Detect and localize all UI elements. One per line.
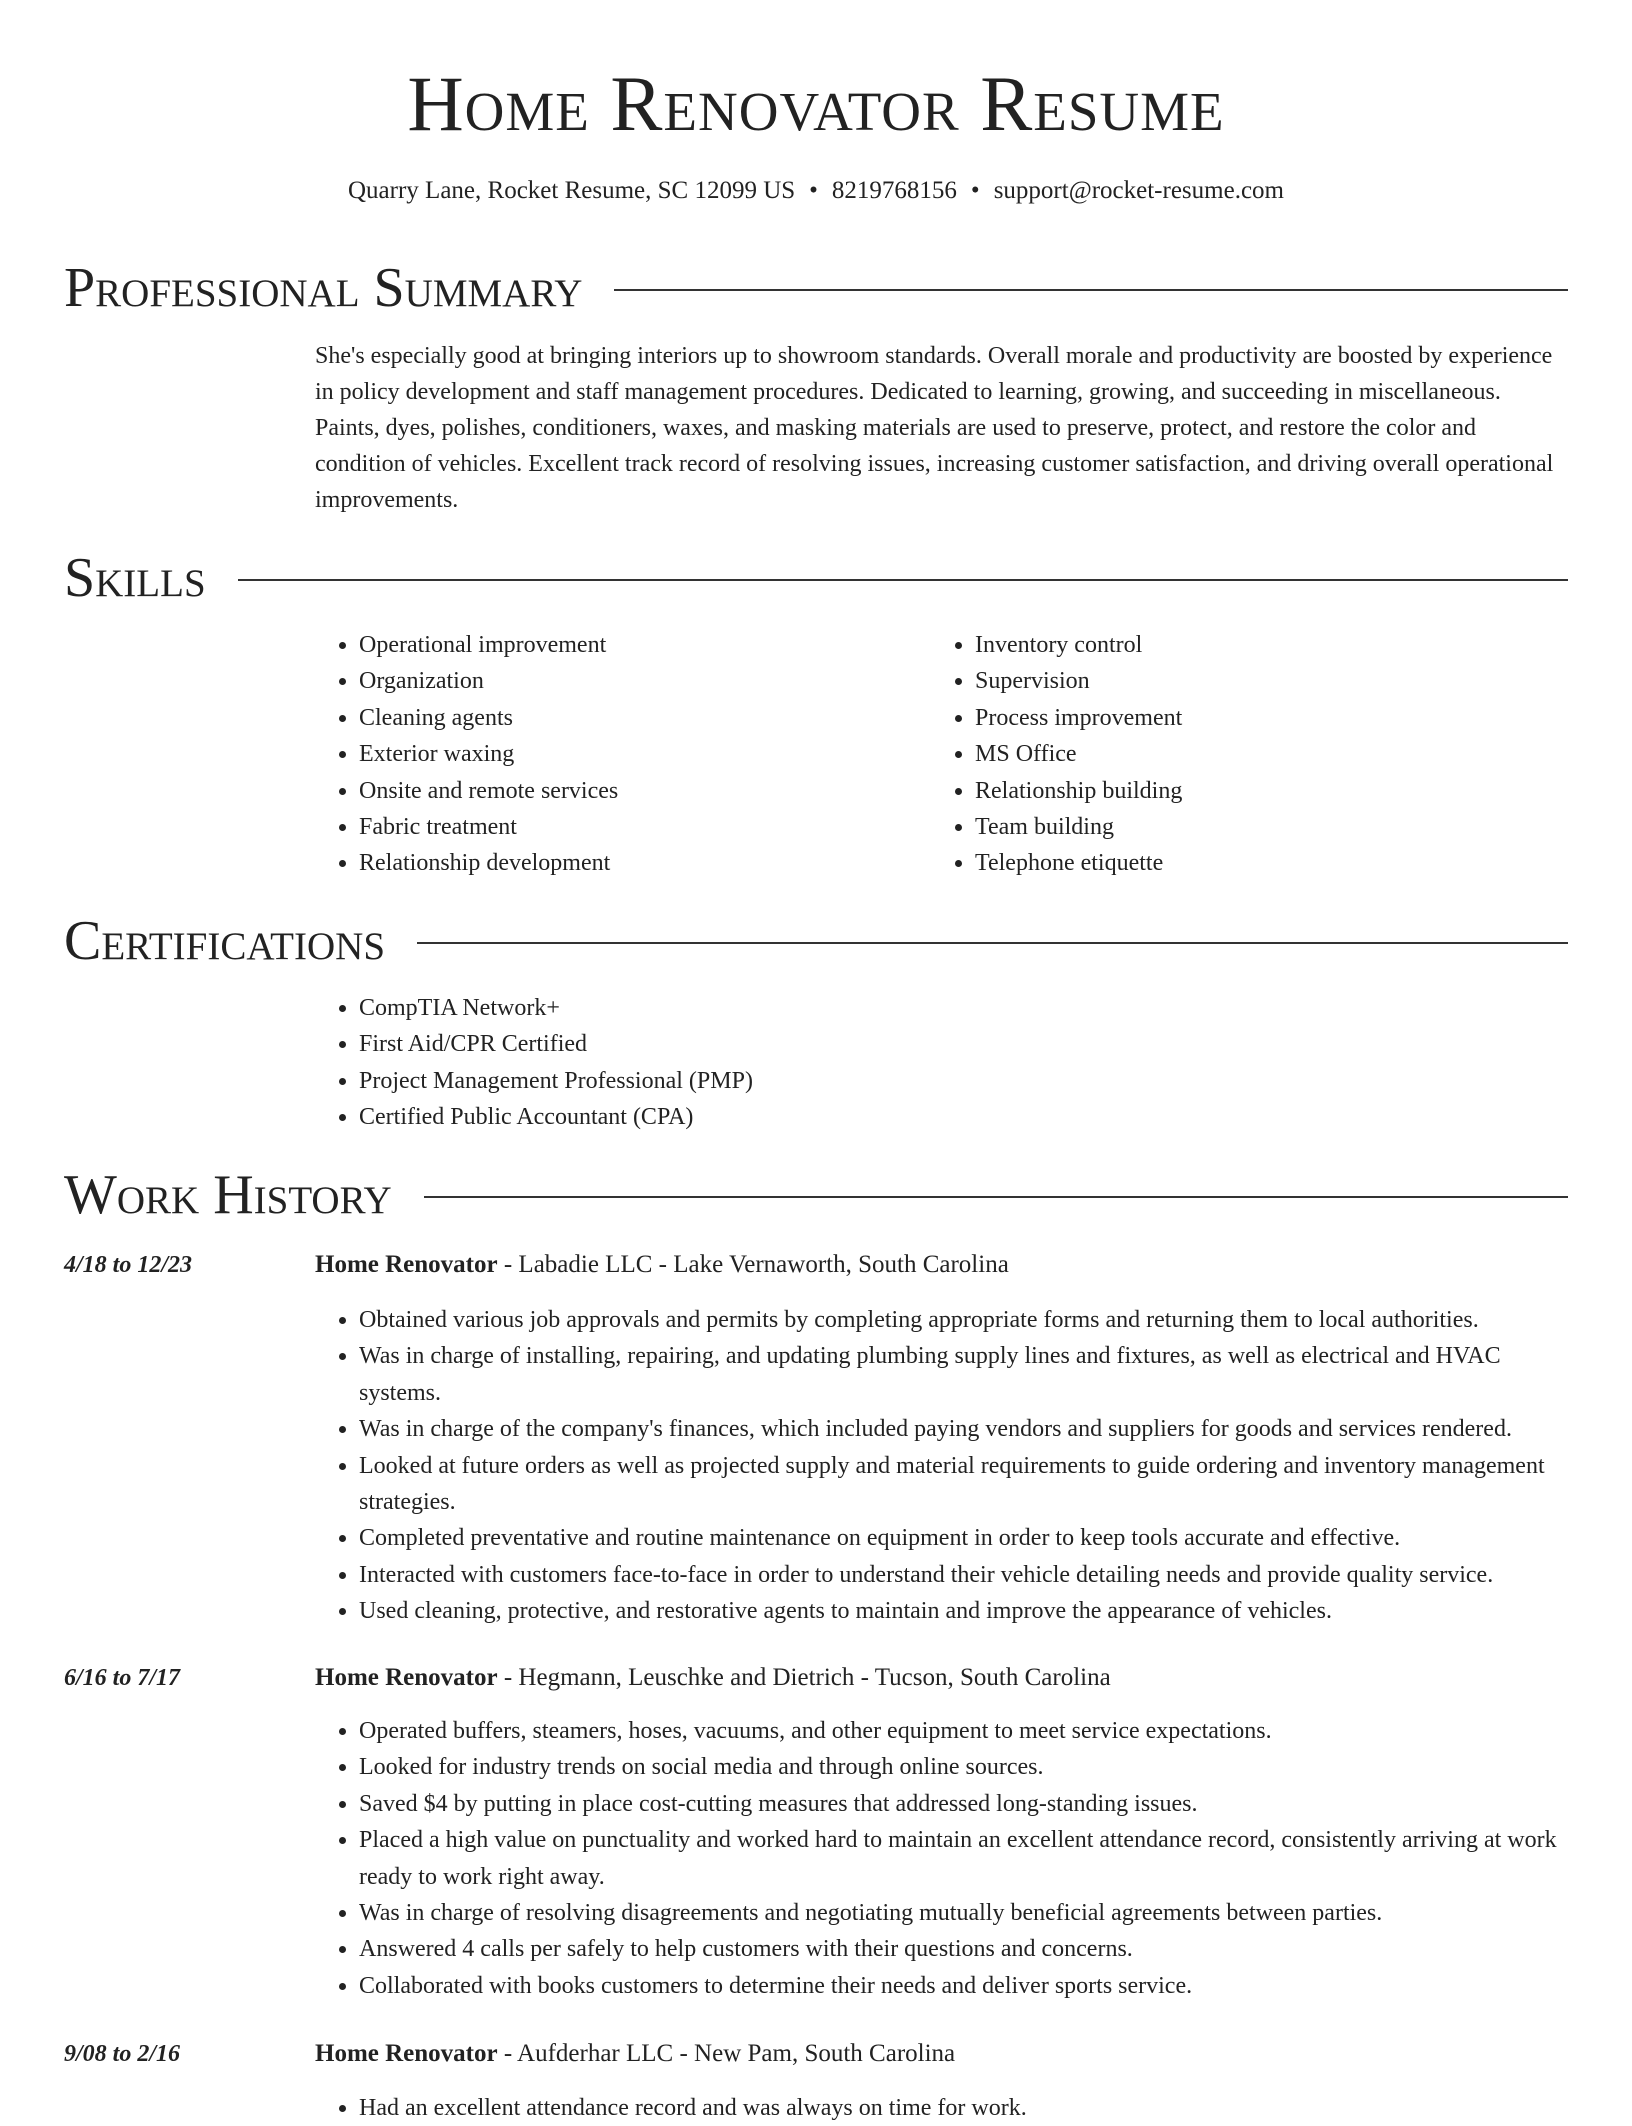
skill-item: • Inventory control — [975, 627, 1568, 663]
certification-item: • CompTIA Network+ — [359, 990, 1568, 1026]
job-bullet: • Operated buffers, steamers, hoses, vacuums, and other equipment to meet service expectations. — [359, 1713, 1568, 1749]
certifications-list — [315, 990, 1568, 1136]
section-title-summary: Professional Summary — [64, 257, 583, 319]
section-title-certifications: Certifications — [64, 910, 386, 972]
skill-item: • Telephone etiquette — [975, 845, 1568, 881]
section-divider — [238, 579, 1568, 581]
job-dates: 9/08 to 2/16 — [64, 2041, 181, 2067]
job-bullet: • Looked for industry trends on social media and through online sources. — [359, 1749, 1568, 1785]
skill-item: • Organization — [359, 663, 915, 699]
skill-item: • Exterior waxing — [359, 736, 915, 772]
certification-item: • First Aid/CPR Certified — [359, 1026, 1568, 1062]
job-employer: - Hegmann, Leuschke and Dietrich - Tucson, South Carolina — [497, 1664, 1111, 1691]
summary-text: She's especially good at bringing interiors up to showroom standards. Overall morale and productivity are boosted by experience in policy development and staff management procedures. Dedicated to learning, growing, and succeeding in miscellaneous. Paints, dyes, polishes, conditioners, waxes, and masking materials are used to preserve, protect, and restore the color and condition of vehicles. Excellent track record of resolving issues, increasing customer satisfaction, and driving overall operational improvements. — [315, 343, 1554, 513]
certification-item: • Project Management Professional (PMP) — [359, 1063, 1568, 1099]
contact-phone: 8219768156 — [831, 177, 957, 204]
skills-column-left — [315, 627, 915, 882]
job-bullet: • Answered 4 calls per safely to help customers with their questions and concerns. — [359, 1931, 1568, 1967]
section-header-summary — [64, 253, 1568, 323]
contact-separator: • — [970, 177, 980, 204]
job-bullet: • Was in charge of the company's finances, which included paying vendors and suppliers for goods and services rendered. — [359, 1411, 1568, 1447]
job-employer: - Labadie LLC - Lake Vernaworth, South Carolina — [497, 1251, 1009, 1278]
page-title: Home Renovator Resume — [407, 60, 1225, 147]
skill-item: • Cleaning agents — [359, 700, 915, 736]
certification-item: • Certified Public Accountant (CPA) — [359, 1099, 1568, 1135]
job-employer: - Aufderhar LLC - New Pam, South Carolina — [497, 2040, 956, 2067]
job-bullet: • Interacted with customers face-to-face in order to understand their vehicle detailing needs and provide quality service. — [359, 1557, 1568, 1593]
section-header-certifications — [64, 906, 1568, 976]
job-bullet: • Was in charge of resolving disagreements and negotiating mutually beneficial agreements between parties. — [359, 1895, 1568, 1931]
contact-email[interactable]: support@rocket-resume.com — [993, 177, 1284, 204]
job-bullets — [315, 2090, 1568, 2126]
contact-address: Quarry Lane, Rocket Resume, SC 12099 US — [348, 177, 796, 204]
skill-item: • Operational improvement — [359, 627, 915, 663]
job-bullet: • Had an excellent attendance record and was always on time for work. — [359, 2090, 1568, 2126]
job-bullet: • Collaborated with books customers to determine their needs and deliver sports service. — [359, 1968, 1568, 2004]
skill-item: • Team building — [975, 809, 1568, 845]
job-title — [315, 2037, 1568, 2071]
job-bullet: • Saved $4 by putting in place cost-cutting measures that addressed long-standing issues. — [359, 1786, 1568, 1822]
skills-column-right — [931, 627, 1568, 882]
contact-line — [0, 174, 1632, 208]
job-title — [315, 1248, 1568, 1282]
section-divider — [614, 289, 1568, 291]
job-title — [315, 1661, 1568, 1695]
skill-item: • MS Office — [975, 736, 1568, 772]
skill-item: • Process improvement — [975, 700, 1568, 736]
section-header-work-history — [64, 1160, 1568, 1230]
job-bullet: • Placed a high value on punctuality and worked hard to maintain an excellent attendance record, consistently arriving at work ready to work right away. — [359, 1822, 1568, 1895]
skill-item: • Fabric treatment — [359, 809, 915, 845]
job-bullet: • Completed preventative and routine maintenance on equipment in order to keep tools accurate and effective. — [359, 1520, 1568, 1556]
job-bullet: • Used cleaning, protective, and restorative agents to maintain and improve the appearance of vehicles. — [359, 1593, 1568, 1629]
skill-item: • Relationship development — [359, 845, 915, 881]
job-role: Home Renovator — [315, 1664, 498, 1691]
job-bullet: • Looked at future orders as well as projected supply and material requirements to guide ordering and inventory management strategies. — [359, 1448, 1568, 1521]
section-divider — [424, 1196, 1568, 1198]
contact-separator: • — [809, 177, 818, 204]
skill-item: • Relationship building — [975, 773, 1568, 809]
section-header-skills — [64, 543, 1568, 613]
job-dates: 6/16 to 7/17 — [64, 1665, 181, 1691]
job-role: Home Renovator — [315, 1251, 498, 1278]
job-dates: 4/18 to 12/23 — [64, 1252, 193, 1278]
section-title-work-history: Work History — [64, 1164, 392, 1226]
job-bullets — [315, 1713, 1568, 2004]
skill-item: • Onsite and remote services — [359, 773, 915, 809]
job-role: Home Renovator — [315, 2040, 498, 2067]
job-bullet: • Was in charge of installing, repairing, and updating plumbing supply lines and fixtures, as well as electrical and HVAC systems. — [359, 1338, 1568, 1411]
section-title-skills: Skills — [64, 547, 206, 609]
job-bullets — [315, 1302, 1568, 1630]
section-divider — [417, 942, 1568, 944]
job-bullet: • Obtained various job approvals and permits by completing appropriate forms and returning them to local authorities. — [359, 1302, 1568, 1338]
skill-item: • Supervision — [975, 663, 1568, 699]
